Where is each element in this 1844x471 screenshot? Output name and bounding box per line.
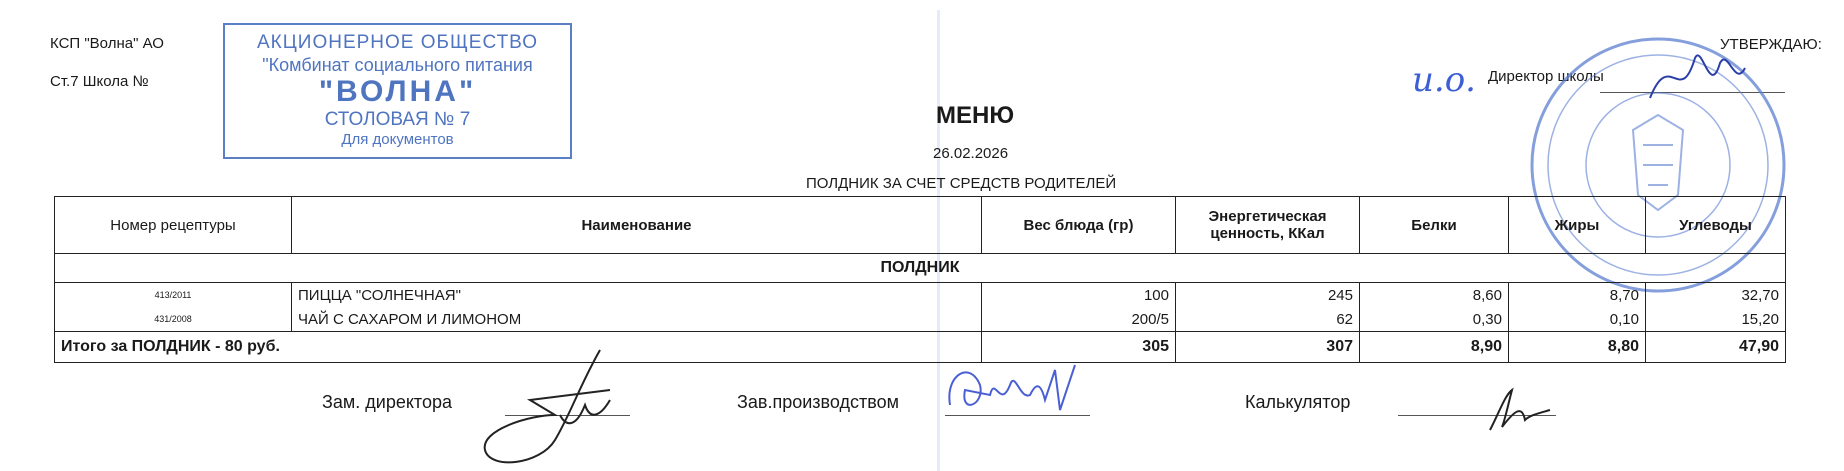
calculator-signature [1480, 385, 1560, 435]
stamp-line-4: СТОЛОВАЯ № 7 [324, 109, 471, 130]
director-signature [1640, 38, 1750, 118]
recipe-number: 413/2011 [55, 283, 292, 308]
dish-carbs: 15,20 [1646, 307, 1786, 332]
school-line: Ст.7 Школа № [50, 73, 149, 90]
stamp-line-2: "Комбинат социального питания [262, 55, 533, 75]
header-name: Наименование [292, 197, 982, 254]
director-label: Директор школы [1488, 68, 1604, 85]
stamp-line-1: АКЦИОНЕРНОЕ ОБЩЕСТВО [257, 32, 538, 53]
meal-title: ПОЛДНИК ЗА СЧЕТ СРЕДСТВ РОДИТЕЛЕЙ [806, 175, 1117, 192]
menu-date: 26.02.2026 [933, 145, 1009, 162]
section-row [55, 254, 1786, 283]
deputy-signature [470, 345, 640, 470]
dish-weight: 100 [982, 283, 1176, 308]
production-signature [940, 355, 1095, 425]
table-header-row [55, 197, 1786, 254]
dish-name: ПИЦЦА "СОЛНЕЧНАЯ" [292, 283, 982, 308]
table-row [55, 307, 1786, 332]
total-energy: 307 [1176, 332, 1360, 363]
total-row [55, 332, 1786, 363]
dish-energy: 245 [1176, 283, 1360, 308]
dish-fat: 0,10 [1509, 307, 1646, 332]
dish-energy: 62 [1176, 307, 1360, 332]
approve-label: УТВЕРЖДАЮ: [1720, 36, 1822, 53]
production-manager-label: Зав.производством [737, 392, 899, 412]
acting-prefix: и.о. [1412, 60, 1476, 100]
deputy-director-label: Зам. директора [322, 392, 452, 412]
table-row [55, 283, 1786, 308]
dish-carbs: 32,70 [1646, 283, 1786, 308]
section-title: ПОЛДНИК [55, 254, 1786, 283]
header-carbs: Углеводы [1646, 197, 1786, 254]
menu-table [54, 196, 1786, 363]
header-weight: Вес блюда (гр) [982, 197, 1176, 254]
header-recipe: Номер рецептуры [55, 197, 292, 254]
header-energy: Энергетическая ценность, ККал [1176, 197, 1360, 254]
total-protein: 8,90 [1360, 332, 1509, 363]
calculator-label: Калькулятор [1245, 392, 1351, 412]
dish-protein: 8,60 [1360, 283, 1509, 308]
org-name: КСП "Волна" АО [50, 35, 164, 52]
recipe-number: 431/2008 [55, 307, 292, 332]
dish-weight: 200/5 [982, 307, 1176, 332]
menu-title: МЕНЮ [936, 102, 1015, 129]
canteen-stamp [223, 23, 572, 159]
total-fat: 8,80 [1509, 332, 1646, 363]
dish-protein: 0,30 [1360, 307, 1509, 332]
stamp-line-3: "ВОЛНА" [318, 75, 477, 108]
dish-fat: 8,70 [1509, 283, 1646, 308]
total-carbs: 47,90 [1646, 332, 1786, 363]
total-label: Итого за ПОЛДНИК - 80 руб. [55, 332, 982, 363]
header-fat: Жиры [1509, 197, 1646, 254]
total-weight: 305 [982, 332, 1176, 363]
dish-name: ЧАЙ С САХАРОМ И ЛИМОНОМ [292, 307, 982, 332]
header-protein: Белки [1360, 197, 1509, 254]
stamp-line-5: Для документов [341, 131, 454, 148]
